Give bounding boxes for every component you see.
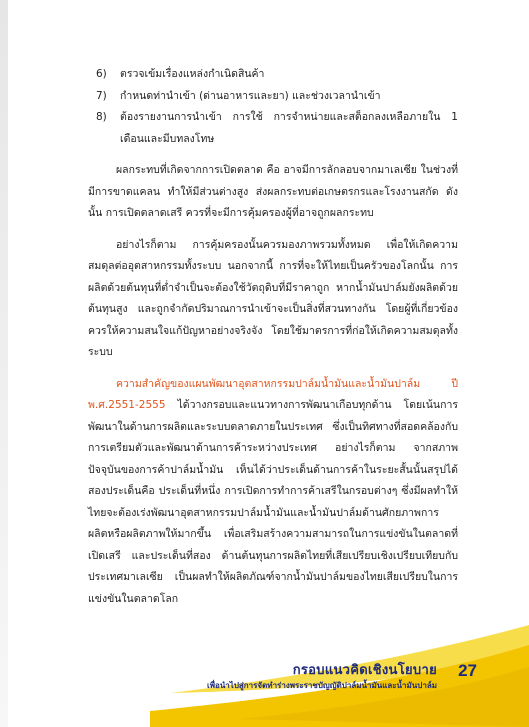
page-footer [0, 615, 529, 727]
list-item [96, 86, 458, 108]
paragraph-impact: ผลกระทบที่เกิดจากการเปิดตลาด คือ อาจมีการลักลอบจากมาเลเซีย ในช่วงที่มีการขาดแคลน ทำให้มีส่วนต่างสูง ส่งผลกระทบต่อเกษตรกรและโรงงานสกัด ดังนั้น การเปิดตลาดเสรี ควรที่จะมีการคุ้มครองผู้ที่อาจถูกผลกระทบ [88, 164, 458, 219]
list-item-number: 8) [96, 111, 107, 123]
measure-list [88, 64, 458, 150]
paragraph-balance: อย่างไรก็ตาม การคุ้มครองนั้นควรมองภาพรวมทั้งหมด เพื่อให้เกิดความสมดุลต่ออุตสาหกรรมทั้งระบบ นอกจากนี้ การที่จะให้ไทยเป็นครัวของโลกนั้น การผลิตด้วยต้นทุนที่ต่ำจำเป็นจะต้องใช้วัตถุดิบที่มีราคาถูก หากน้ำมันปาล์มยังผลิตด้วยต้นทุนสูง และถูกจำกัดปริมาณการนำเข้าจะเป็นสิ่งที่สวนทางกัน โดยผู้ที่เกี่ยวข้องควรให้ความสนใจแก้ปัญหาอย่างจริงจัง โดยใช้มาตรการที่ก่อให้เกิดความสมดุลทั้งระบบ [88, 238, 458, 358]
page-number: 27 [458, 661, 477, 680]
paragraph-development-plan [88, 374, 458, 611]
highlight-heading: ความสำคัญของแผนพัฒนาอุตสาหกรรมปาล์มน้ำมันและน้ำมันปาล์ม ปี พ.ศ.2551-2555 [88, 377, 458, 411]
list-item-text: ต้องรายงานการนำเข้า การใช้ การจำหน่ายและสต็อกลงเหลือภายใน 1 เดือนและมีบทลงโทษ [120, 111, 458, 145]
footer-swoosh [0, 615, 529, 727]
paragraph-body: ได้วางกรอบและแนวทางการพัฒนาเกือบทุกด้าน โดยเน้นการพัฒนาในด้านการผลิตและระบบตลาดภายในประเทศ ซึ่งเป็นทิศทางที่สอดคล้องกับการเตรียมตัวและพัฒนาด้านการค้าระหว่างประเทศ อย่างไรก็ตาม จากสภาพปัจจุบันของการค้าปาล์มน้ำมัน เห็นได้ว่าประเด็นด้านการค้าในระยะสั้นนั้นสรุปได้สองประเด็นคือ ประเด็นที่หนึ่ง การเปิดการทำการค้าเสรีในกรอบต่างๆ ซึ่งมีผลทำให้ไทยจะต้องเร่งพัฒนาอุตสาหกรรมปาล์มน้ำมันและน้ำมันปาล์มด้านศักยภาพการผลิตหรือผลิตภาพให้มากขึ้น เพื่อเสริมสร้างความสามารถในการแข่งขันในตลาดที่เปิดเสรี และประเด็นที่สอง ด้านต้นทุนการผลิตไทยที่เสียเปรียบเชิงเปรียบเทียบกับประเทศมาเลเซีย เป็นผลทำให้ผลิตภัณฑ์จากน้ำมันปาล์มของไทยเสียเปรียบในการแข่งขันในตลาดโลก [88, 399, 458, 605]
list-item [96, 64, 458, 86]
footer-subtitle: เพื่อนำไปสู่การจัดทำร่างพระราชบัญญัติปาล์มน้ำมันและน้ำมันปาล์ม [207, 681, 437, 690]
list-item [96, 107, 458, 150]
body-content [88, 64, 458, 620]
list-item-number: 7) [96, 89, 107, 102]
list-item-number: 6) [96, 68, 107, 80]
list-item-text: กำหนดท่านำเข้า (ด่านอาหารและยา) และช่วงเวลานำเข้า [120, 89, 381, 102]
list-item-text: ตรวจเข้มเรื่องแหล่งกำเนิดสินค้า [120, 68, 265, 80]
footer-title: กรอบแนวคิดเชิงนโยบาย [292, 662, 437, 677]
